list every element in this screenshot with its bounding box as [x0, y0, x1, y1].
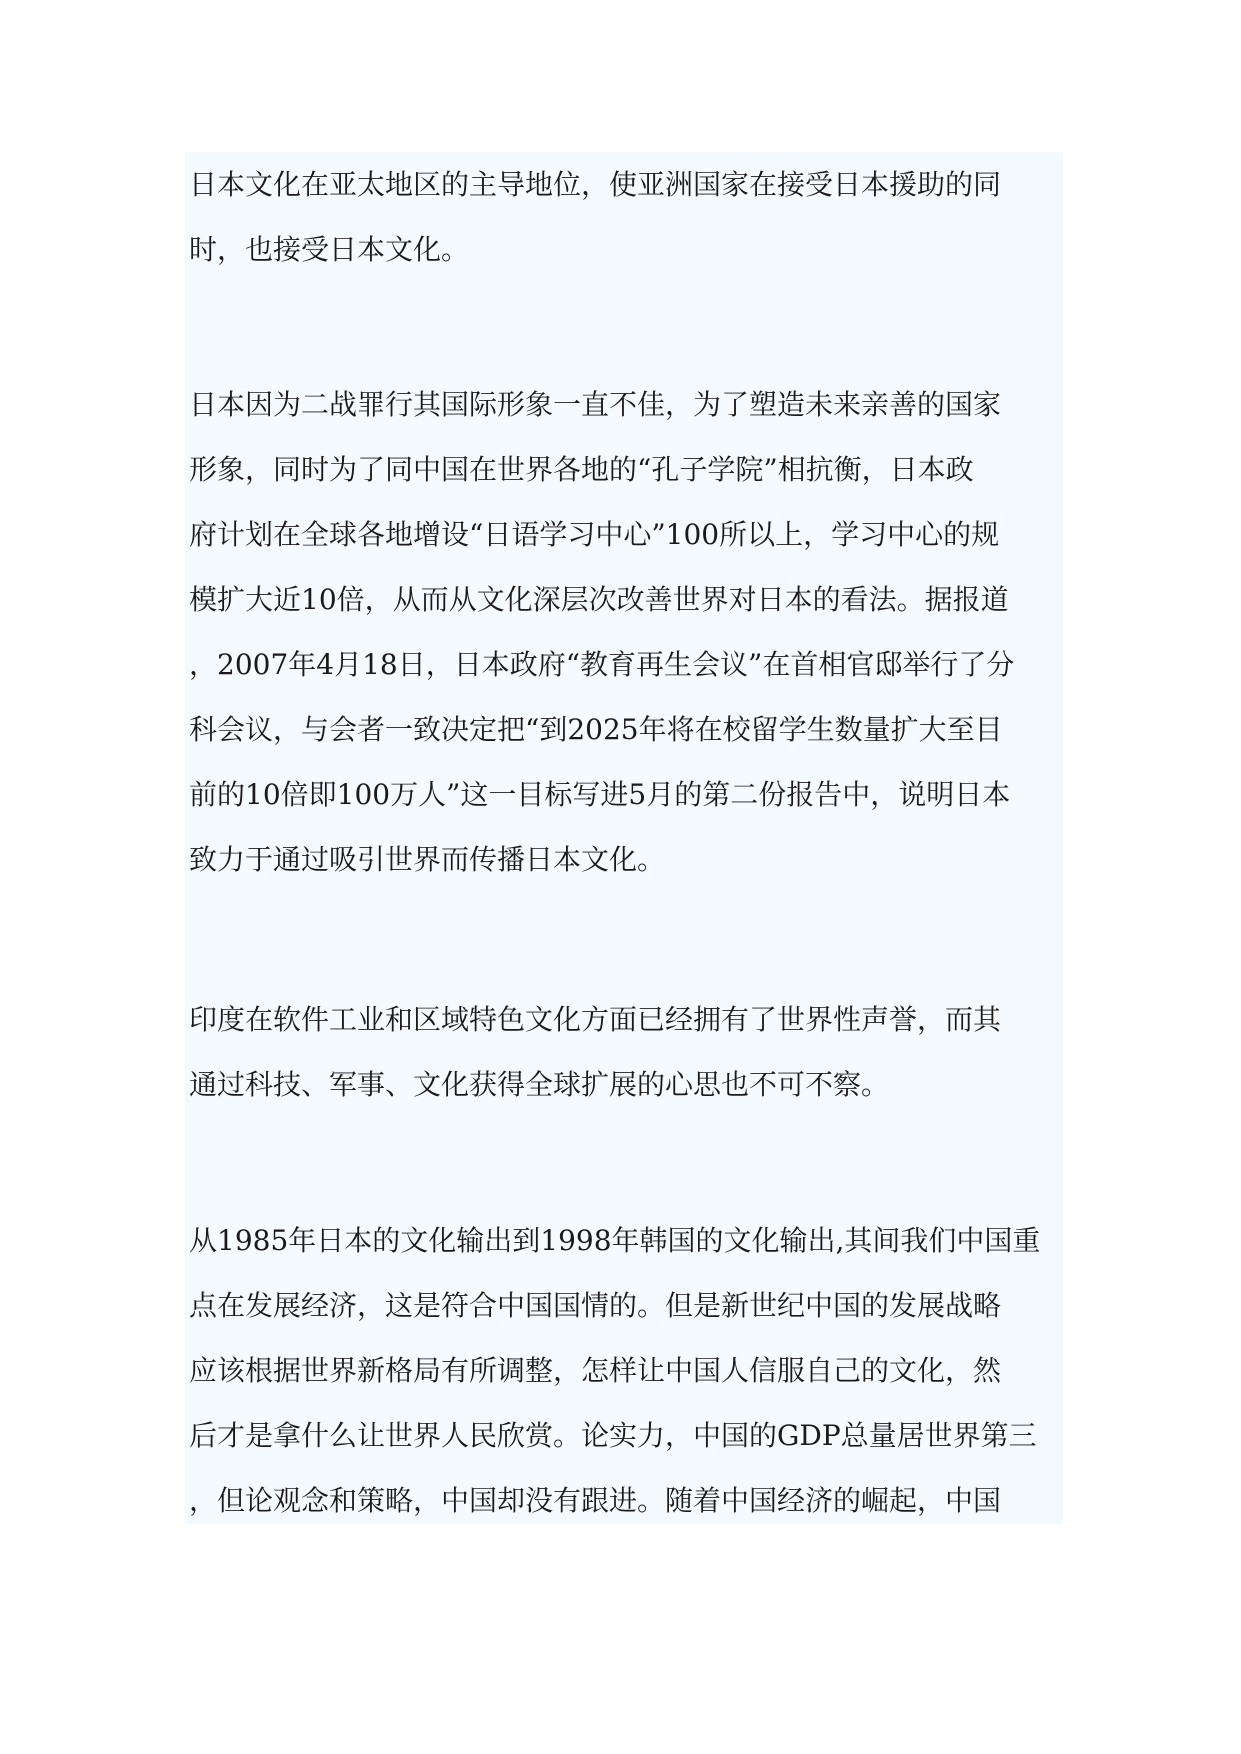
text-line: 点在发展经济，这是符合中国国情的。但是新世纪中国的发展战略 [189, 1289, 1002, 1322]
text-line: ，但论观念和策略，中国却没有跟进。随着中国经济的崛起，中国 [189, 1484, 1002, 1517]
text-line: 后才是拿什么让世界人民欣赏。论实力，中国的GDP总量居世界第三 [189, 1419, 1037, 1452]
paragraph-japan-language-centers [189, 372, 1063, 892]
text-line: 前的10倍即100万人”这一目标写进5月的第二份报告中，说明日本 [189, 778, 1011, 811]
text-line: 日本文化在亚太地区的主导地位，使亚洲国家在接受日本援助的同 [189, 168, 1002, 201]
text-line: 印度在软件工业和区域特色文化方面已经拥有了世界性声誉，而其 [189, 1003, 1002, 1036]
text-line: 时，也接受日本文化。 [189, 233, 470, 266]
paragraph-china-strategy [189, 1208, 1063, 1533]
text-line: 模扩大近10倍，从而从文化深层次改善世界对日本的看法。据报道 [189, 583, 1009, 616]
text-line: 日本因为二战罪行其国际形象一直不佳，为了塑造未来亲善的国家 [189, 388, 1002, 421]
text-line: 致力于通过吸引世界而传播日本文化。 [189, 843, 666, 876]
text-line: 府计划在全球各地增设“日语学习中心”100所以上，学习中心的规 [189, 518, 1000, 551]
paragraph-japan-culture-asia [189, 152, 1063, 282]
text-line: ，2007年4月18日，日本政府“教育再生会议”在首相官邸举行了分 [189, 648, 1015, 681]
text-line: 从1985年日本的文化输出到1998年韩国的文化输出,其间我们中国重 [189, 1224, 1041, 1257]
text-line: 科会议，与会者一致决定把“到2025年将在校留学生数量扩大至目 [189, 713, 1003, 746]
document-text-block [185, 152, 1063, 1524]
text-line: 应该根据世界新格局有所调整，怎样让中国人信服自己的文化，然 [189, 1354, 1002, 1387]
paragraph-india-software [189, 987, 1063, 1117]
text-line: 形象，同时为了同中国在世界各地的“孔子学院”相抗衡，日本政 [189, 453, 974, 486]
text-line: 通过科技、军事、文化获得全球扩展的心思也不可不察。 [189, 1068, 890, 1101]
